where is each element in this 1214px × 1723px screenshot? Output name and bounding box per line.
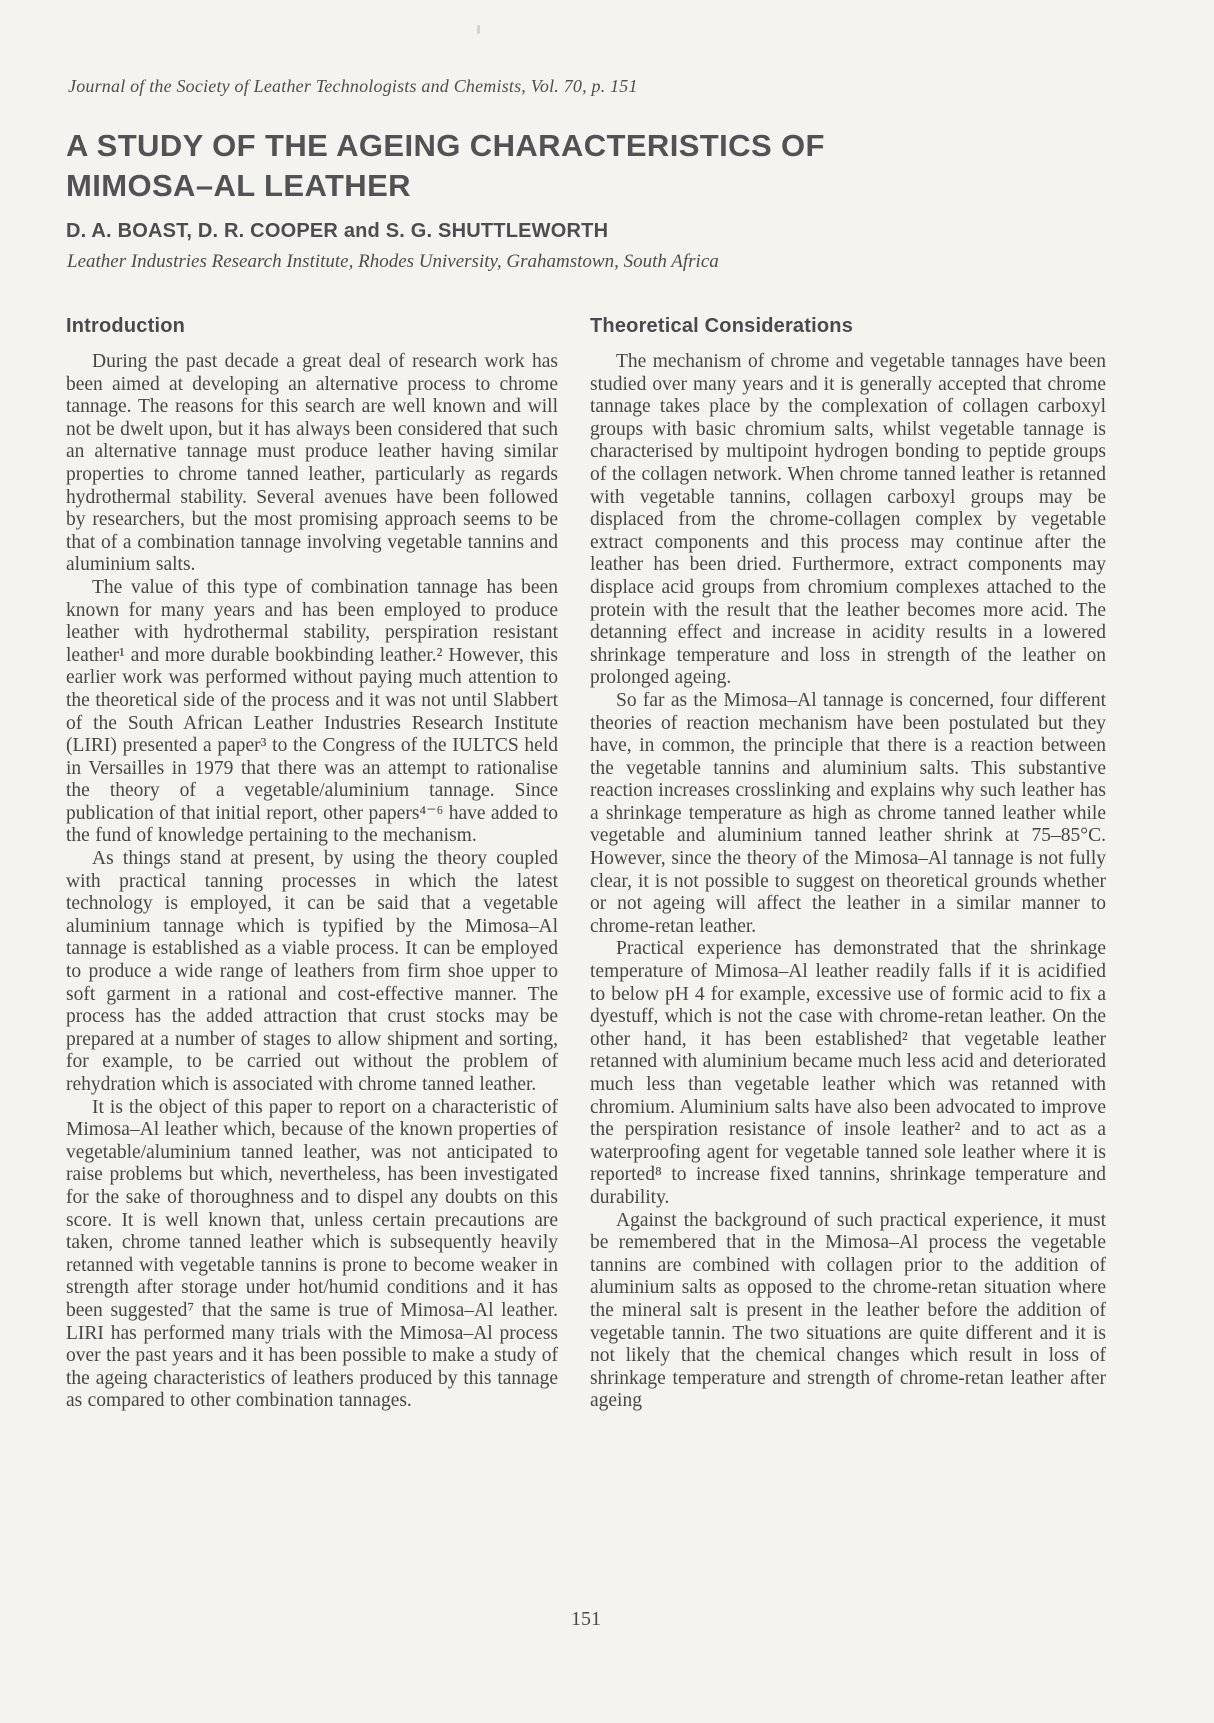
paragraph: The mechanism of chrome and vegetable tannages have been studied over many years and it is generally accepted that chrome tannage takes place by the complexation of collagen carboxyl groups with basic chromium salts, whilst vegetable tannage is characterised by multipoint hydrogen bonding to peptide groups of the collagen network. When chrome tanned leather is retanned with vegetable tannins, collagen carboxyl groups may be displaced from the chrome-collagen complex by vegetable extract components and this process may continue after the leather has been dried. Furthermore, extract components may displace acid groups from chromium complexes attached to the protein with the result that the leather becomes more acid. The detanning effect and increase in acidity results in a lowered shrinkage temperature and loss in strength of the leather on prolonged ageing. <box>590 351 1106 689</box>
authors-line: D. A. BOAST, D. R. COOPER and S. G. SHUTTLEWORTH <box>66 220 609 242</box>
page-title <box>66 126 825 206</box>
page-title-line-1: A STUDY OF THE AGEING CHARACTERISTICS OF <box>66 128 825 163</box>
paragraph: Against the background of such practical experience, it must be remembered that in the Mimosa–Al process the vegetable tannins are combined with collagen prior to the addition of aluminium salts as opposed to the chrome-retan situation where the mineral salt is present in the leather before the addition of vegetable tannin. The two situations are quite different and it is not likely that the chemical changes which result in loss of shrinkage temperature and strength of chrome-retan leather after ageing <box>590 1209 1106 1412</box>
paragraph: It is the object of this paper to report on a characteristic of Mimosa–Al leather which, because of the known properties of vegetable/aluminium tanned leather, was not anticipated to raise problems but which, nevertheless, has been investigated for the sake of thoroughness and to dispel any doubts on this score. It is well known that, unless certain precautions are taken, chrome tanned leather which is subsequently heavily retanned with vegetable tannins is prone to become weaker in strength after storage under hot/humid conditions and it has been suggested⁷ that the same is true of Mimosa–Al leather. LIRI has performed many trials with the Mimosa–Al process over the past years and it has been possible to make a study of the ageing characteristics of leathers produced by this tannage as compared to other combination tannages. <box>66 1096 558 1412</box>
section-heading-introduction: Introduction <box>66 315 186 337</box>
page-title-line-2: MIMOSA–AL LEATHER <box>66 168 411 203</box>
journal-citation-line: Journal of the Society of Leather Technologists and Chemists, Vol. 70, p. 151 <box>68 76 638 96</box>
section-heading-theoretical-considerations: Theoretical Considerations <box>590 315 854 337</box>
column-right <box>590 314 1106 1413</box>
page-number: 151 <box>571 1608 601 1630</box>
two-column-body <box>66 314 1106 1413</box>
paragraph: During the past decade a great deal of research work has been aimed at developing an alternative process to chrome tannage. The reasons for this search are well known and will not be dwelt upon, but it has always been considered that such an alternative tannage must produce leather having similar properties to chrome tanned leather, particularly as regards hydrothermal stability. Several avenues have been followed by researchers, but the most promising approach seems to be that of a combination tannage involving vegetable tannins and aluminium salts. <box>66 351 558 576</box>
affiliation-line: Leather Industries Research Institute, Rhodes University, Grahamstown, South Africa <box>67 251 719 272</box>
paragraph: The value of this type of combination tannage has been known for many years and has been employed to produce leather with hydrothermal stability, perspiration resistant leather¹ and more durable bookbinding leather.² However, this earlier work was performed without paying much attention to the theoretical side of the process and it was not until Slabbert of the South African Leather Industries Research Institute (LIRI) presented a paper³ to the Congress of the IULTCS held in Versailles in 1979 that there was an attempt to rationalise the theory of a vegetable/aluminium tannage. Since publication of that initial report, other papers⁴⁻⁶ have added to the fund of knowledge pertaining to the mechanism. <box>66 576 558 847</box>
paragraph: So far as the Mimosa–Al tannage is concerned, four different theories of reaction mechanism have been postulated but they have, in common, the principle that there is a reaction between the vegetable tannins and aluminium salts. This substantive reaction increases crosslinking and explains why such leather has a shrinkage temperature as high as chrome tanned leather while vegetable and aluminium tanned leather shrink at 75–85°C. However, since the theory of the Mimosa–Al tannage is not fully clear, it is not possible to suggest on theoretical grounds whether or not ageing will affect the leather in a similar manner to chrome-retan leather. <box>590 689 1106 937</box>
paragraph: Practical experience has demonstrated that the shrinkage temperature of Mimosa–Al leather readily falls if it is acidified to below pH 4 for example, excessive use of formic acid to fix a dyestuff, which is not the case with chrome-retan leather. On the other hand, it has been established² that vegetable leather retanned with aluminium became much less acid and deteriorated much less than vegetable leather which was retanned with chromium. Aluminium salts have also been advocated to improve the perspiration resistance of insole leather² and to act as a waterproofing agent for vegetable tanned sole leather where it is reported⁸ to increase fixed tannins, shrinkage temperature and durability. <box>590 938 1106 1208</box>
column-left <box>66 314 558 1413</box>
scan-artifact <box>477 25 480 34</box>
paragraph: As things stand at present, by using the theory coupled with practical tanning processes in which the latest technology is employed, it can be said that a vegetable aluminium tannage which is typified by the Mimosa–Al tannage is established as a viable process. It can be employed to produce a wide range of leathers from firm shoe upper to soft garment in a rational and cost-effective manner. The process has the added attraction that crust stocks may be prepared at a number of stages to allow shipment and sorting, for example, to be carried out without the problem of rehydration which is associated with chrome tanned leather. <box>66 848 558 1095</box>
